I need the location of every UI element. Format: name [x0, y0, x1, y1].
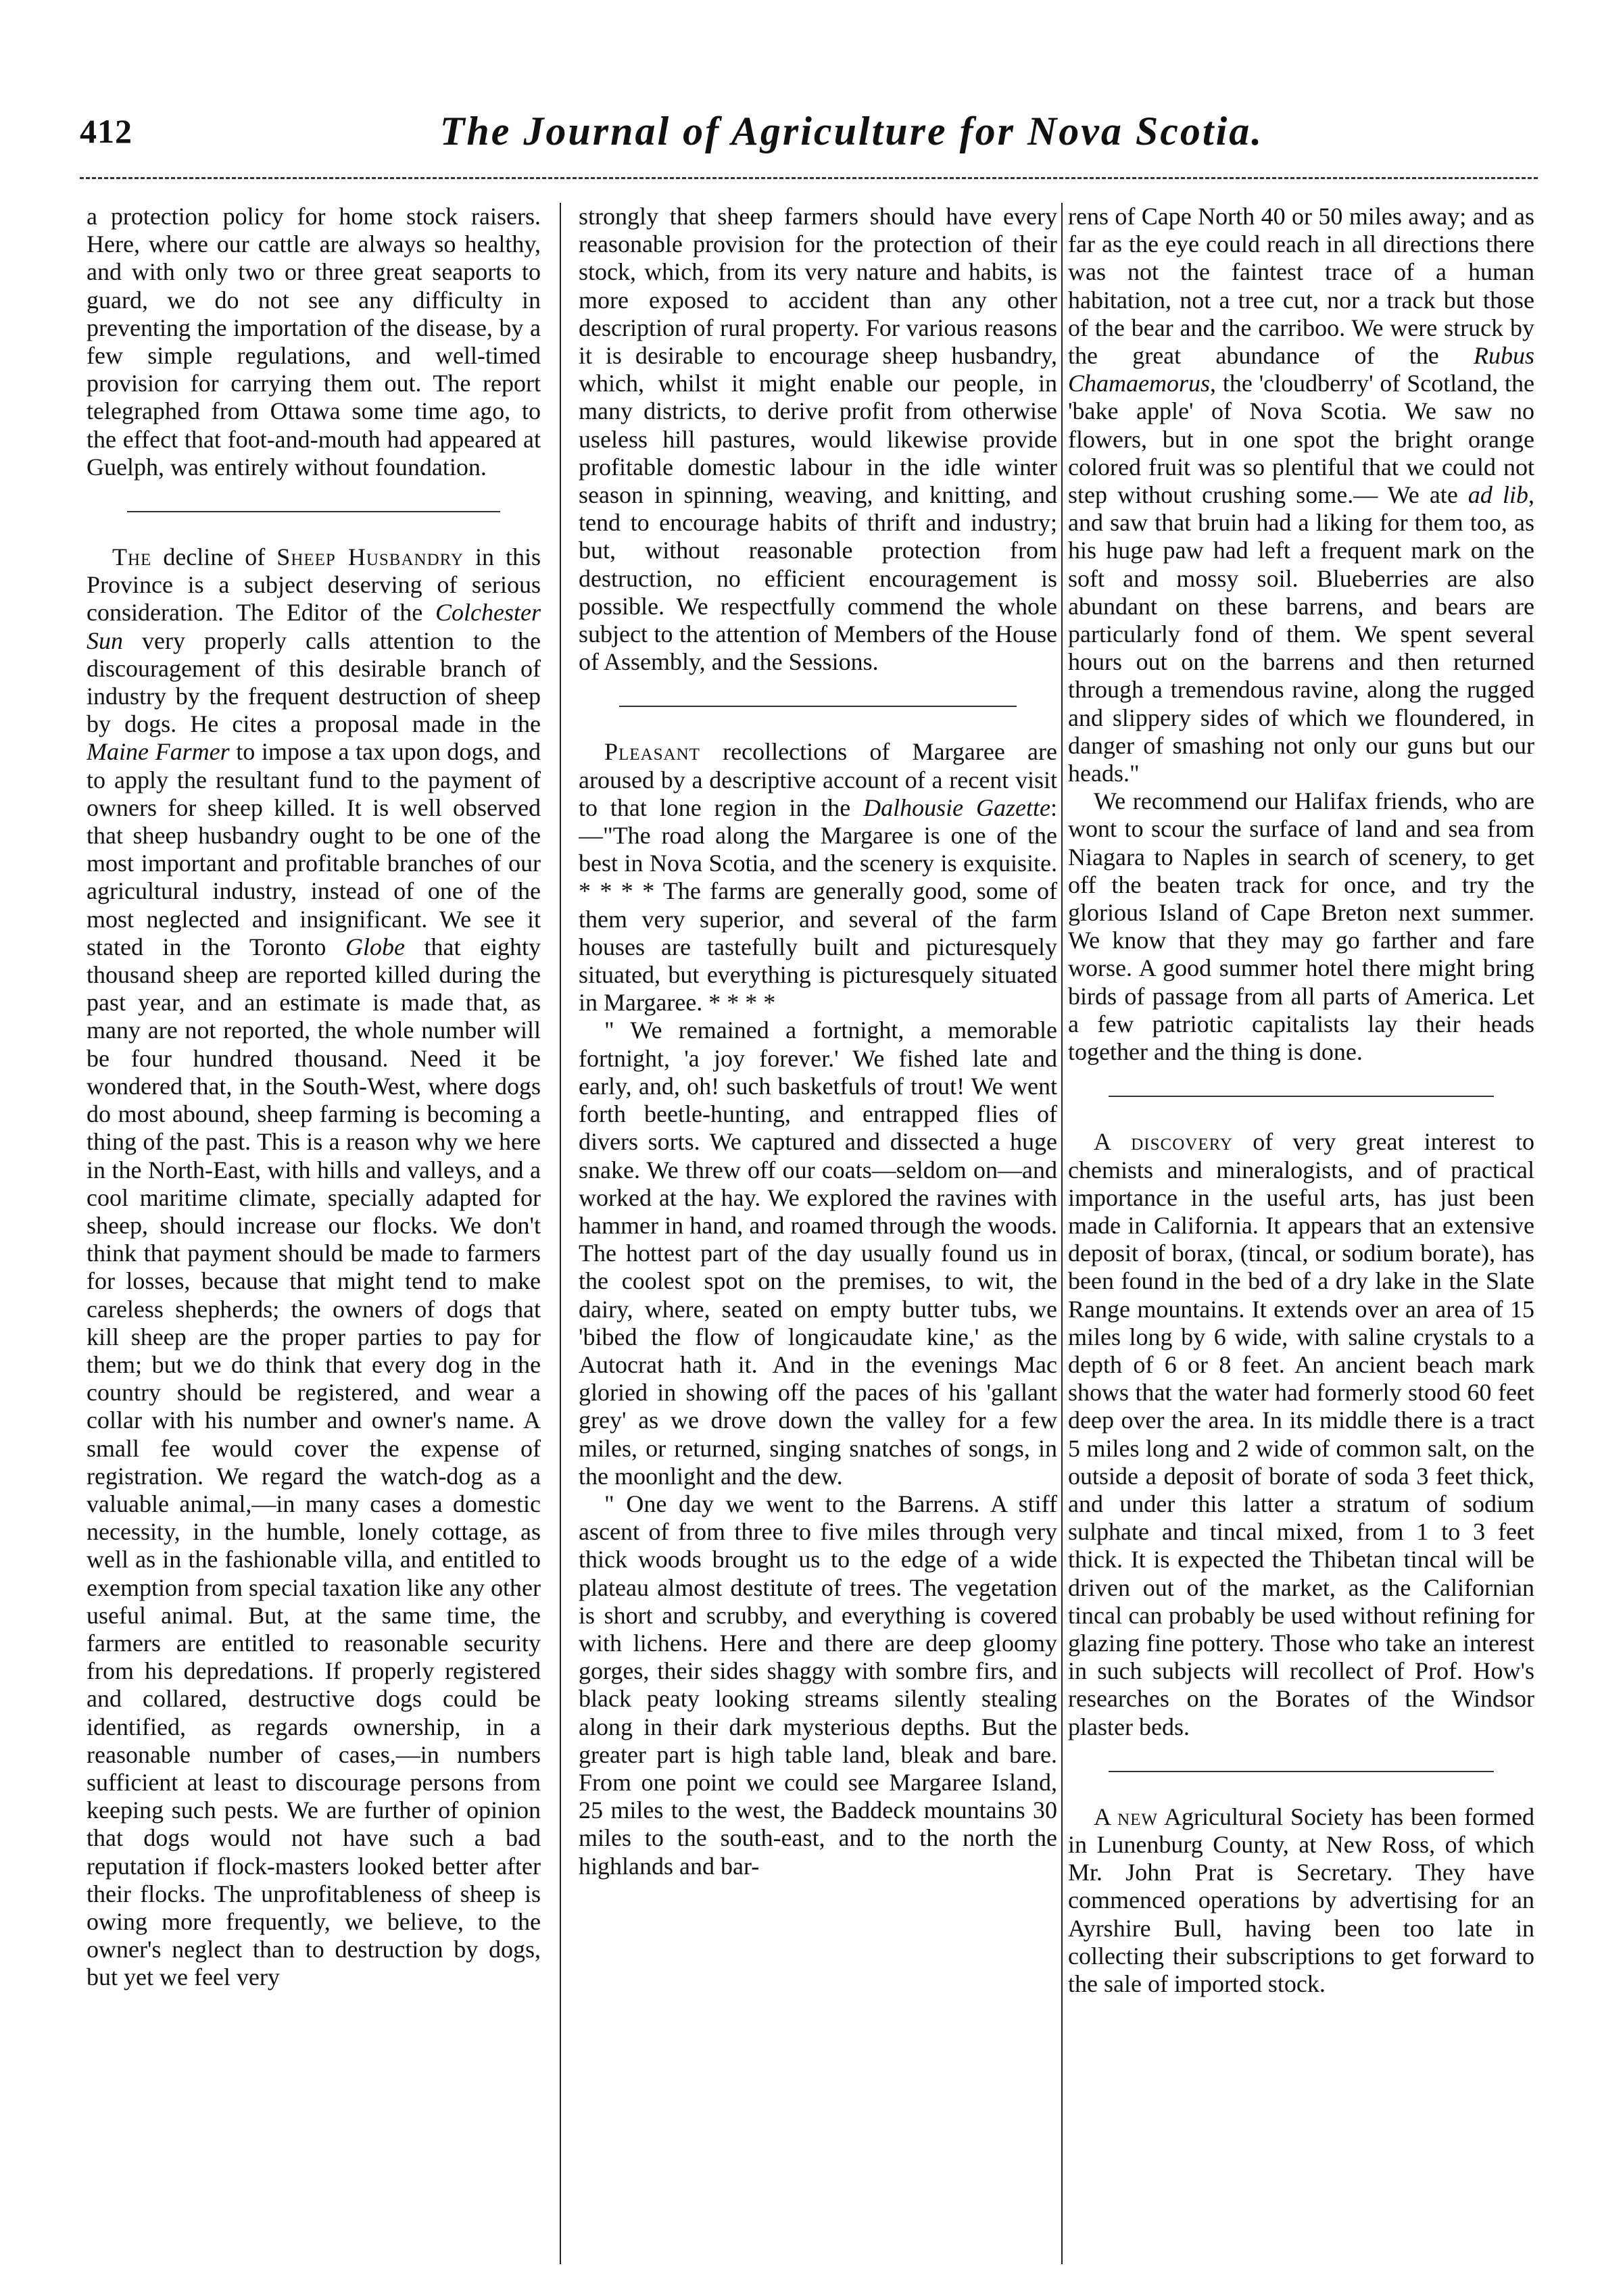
- paragraph: strongly that sheep farmers should have every reasonable provision for the protection of their stock, which, from its very nature and habits, is more exposed to accident than any other description of rural property. For various reasons it is desirable to encourage sheep husbandry, which, whilst it might enable our people, in many districts, to derive profit from otherwise useless hill pastures, would likewise provide profitable domestic labour in the idle winter season in spinning, weaving, and knitting, and tend to encourage habits of thrift and industry; but, without reasonable protection from destruction, no efficient encouragement is possible. We respectfully commend the whole subject to the attention of Members of the House of Assembly, and the Sessions.: [579, 203, 1057, 676]
- article-borax-discovery: [1068, 1128, 1534, 1740]
- column-right: [1068, 203, 1534, 2257]
- column-middle: [579, 203, 1057, 2257]
- article-margaree: [579, 738, 1057, 1017]
- journal-title: The Journal of Agriculture for Nova Scotia.: [439, 109, 1264, 153]
- publication-title: Globe: [345, 933, 405, 960]
- lead-word: A: [1094, 1803, 1111, 1830]
- text-run: Agricultural Society has been formed in Lunenburg County, at New Ross, of which Mr. John Prat is Secretary. They have commenced operations by advertising for an Ayrshire Bull, having been too late in collecting their subscriptions to get forward to the sale of imported stock.: [1068, 1803, 1534, 1997]
- text-run: recollections of Margaree are aroused by a descriptive account of a recent visit to that lone region in the: [579, 738, 1057, 821]
- text-run: decline of: [163, 543, 266, 571]
- paragraph: " We remained a fortnight, a memorable fortnight, 'a joy forever.' We fished late and early, and, oh! such basketfuls of trout! We went forth beetle-hunting, and entrapped flies of divers sorts. We captured and dissected a huge snake. We threw off our coats—seldom on—and worked at the hay. We explored the ravines with hammer in hand, and roamed through the woods. The hottest part of the day usually found us in the coolest spot on the premises, to wit, the dairy, where, seated on empty butter tubs, we 'bibed the flow of longicaudate kine,' as the Autocrat hath it. And in the evenings Mac gloried in showing off the paces of his 'gallant grey' as we drove down the valley for a few miles, or returned, singing snatches of songs, in the moonlight and the dew.: [579, 1017, 1057, 1490]
- article-separator: [1109, 1096, 1494, 1097]
- article-new-society: [1068, 1803, 1534, 1998]
- article-separator: [1109, 1771, 1494, 1772]
- publication-title: Maine Farmer: [87, 738, 230, 766]
- text-run: very properly calls attention to the discouragement of this desirable branch of industry by the frequent destruction of sheep by dogs. He cites a proposal made in the: [87, 627, 541, 738]
- paragraph: We recommend our Halifax friends, who are wont to scour the surface of land and sea from Niagara to Naples in search of scenery, to get off the beaten track for once, and try the glorious Island of Cape Breton next summer. We know that they may go farther and fare worse. A good summer hotel there might bring birds of passage from all parts of America. Let a few patriotic capitalists lay their heads together and the thing is done.: [1068, 787, 1534, 1066]
- column-divider: [560, 203, 561, 2264]
- text-run: of very great interest to chemists and mineralogists, and of practical importance in the useful arts, has just been made in California. It appears that an extensive deposit of borax, (tincal, or sodium borate), has been found in the bed of a dry lake in the Slate Range mountains. It extends over an area of 15 miles long by 6 wide, with saline crystals to a depth of 6 or 8 feet. An ancient beach mark shows that the water had formerly stood 60 feet deep over the area. In its middle there is a tract 5 miles long and 2 wide of common salt, on the outside a deposit of borate of soda 3 feet thick, and under this latter a stratum of sodium sulphate and tincal mixed, from 1 to 3 feet thick. It is expected the Thibetan tincal will be driven out of the market, as the Californian tincal can probably be used without refining for glazing fine pottery. Those who take an interest in such subjects will recollect of Prof. How's researches on the Borates of the Windsor plaster beds.: [1068, 1128, 1534, 1740]
- text-run: to impose a tax upon dogs, and to apply the resultant fund to the payment of owners for sheep killed. It is well observed that sheep husbandry ought to be one of the most important and profitable branches of our agricultural industry, instead of one of the most neglected and insignificant. We see it stated in the Toronto: [87, 738, 541, 960]
- lead-word: A discovery: [1094, 1128, 1233, 1156]
- paragraph: " One day we went to the Barrens. A stiff ascent of from three to five miles through very thick woods brought us to the edge of a wide plateau almost destitute of trees. The vegetation is short and scrubby, and everything is covered with lichens. Here and there are deep gloomy gorges, their sides shaggy with sombre firs, and black peaty looking streams silently stealing along in their dark mysterious depths. But the greater part is high table land, bleak and bare. From one point we could see Margaree Island, 25 miles to the west, the Baddeck mountains 30 miles to the south-east, and to the north the highlands and bar-: [579, 1490, 1057, 1880]
- species-name: Rubus Chamaemorus: [1068, 342, 1534, 397]
- paragraph: [1068, 203, 1534, 787]
- text-run: in this Province is a subject deserving of serious consideration. The Editor of the: [87, 543, 541, 627]
- column-divider: [1061, 203, 1063, 2264]
- article-separator: [127, 511, 500, 512]
- latin-phrase: ad lib: [1467, 481, 1528, 509]
- paragraph: a protection policy for home stock raisers. Here, where our cattle are always so healthy, and with only two or three great seaports to guard, we do not see any difficulty in preventing the importation of the disease, by a few simple regulations, and well-timed provision for carrying them out. The report telegraphed from Ottawa some time ago, to the effect that foot-and-mouth had appeared at Guelph, was entirely without foundation.: [87, 203, 541, 481]
- lead-word: The: [112, 543, 152, 571]
- text-run: that eighty thousand sheep are reported killed during the past year, and an estimate is made that, as many are not reported, the whole number will be four hundred thousand. Need it be wondered that, in the South-West, where dogs do most abound, sheep farming is becoming a thing of the past. This is a reason why we here in the North-East, with hills and valleys, and a cool maritime climate, specially adapted for sheep, should increase our flocks. We don't think that payment should be made to farmers for losses, because that might tend to make careless shepherds; the owners of dogs that kill sheep are the proper parties to pay for them; but we do think that every dog in the country should be registered, and wear a collar with his number and owner's name. A small fee would cover the expense of registration. We regard the watch-dog as a valuable animal,—in many cases a domestic necessity, in the humble, lonely cottage, as well as in the fashionable villa, and entitled to exemption from special taxation like any other useful animal. But, at the same time, the farmers are entitled to reasonable security from his depredations. If properly registered and collared, destructive dogs could be identified, as regards ownership, in a reasonable number of cases,—in numbers sufficient at least to discourage persons from keeping such pests. We are further of opinion that dogs would not have such a bad reputation if flock-masters looked better after their flocks. The unprofitableness of sheep is owing more frequently, we believe, to the owner's neglect than to destruction by dogs, but yet we feel very: [87, 933, 541, 1991]
- text-run: , and saw that bruin had a liking for them too, as his huge paw had left a frequent mark on the soft and mossy soil. Blueberries are also abundant on these barrens, and bears are particularly fond of them. We spent several hours out on the barrens and then returned through a tremendous ravine, along the rugged and slippery sides of which we floundered, in danger of smashing not only our guns but our heads.": [1068, 481, 1534, 787]
- lead-word: Pleasant: [604, 738, 700, 766]
- text-run: :—"The road along the Margaree is one of the best in Nova Scotia, and the scenery is exquisite. * * * * The farms are generally good, some of them very superior, and several of the farm houses are tastefully built and picturesquely situated, but everything is picturesquely situated in Margaree. * * * *: [579, 793, 1057, 1017]
- article-separator: [619, 706, 1017, 707]
- header-rule: [80, 177, 1538, 179]
- text-run: rens of Cape North 40 or 50 miles away; and as far as the eye could reach in all directions there was not the faintest trace of a human habitation, not a tree cut, nor a track but those of the bear and the carriboo. We were struck by the great abundance of the: [1068, 203, 1534, 370]
- page-number: 412: [80, 112, 132, 150]
- column-left: [87, 203, 541, 2257]
- article-sheep-husbandry: [87, 543, 541, 1992]
- lead-subject: Sheep Husbandry: [276, 543, 464, 571]
- text-run: , the 'cloudberry' of Scotland, the 'bake apple' of Nova Scotia. We saw no flowers, but in one spot the bright orange colored fruit was so plentiful that we could not step without crushing some.— We ate: [1068, 370, 1534, 509]
- publication-title: Dalhousie Gazette: [863, 793, 1050, 821]
- lead-word: new: [1117, 1803, 1158, 1830]
- publication-title: Colchester Sun: [87, 599, 541, 654]
